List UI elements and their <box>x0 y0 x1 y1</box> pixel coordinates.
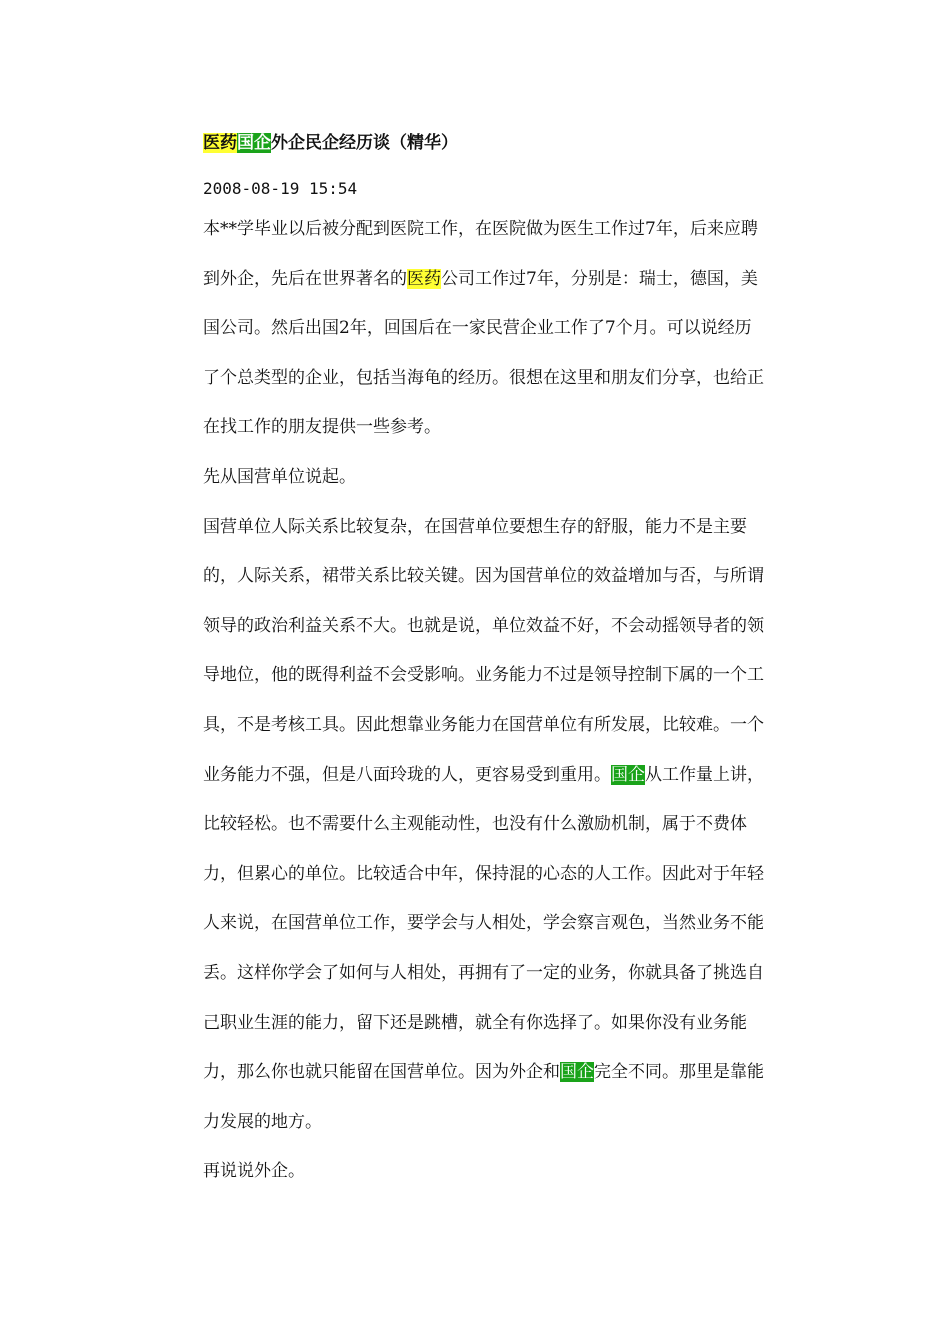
text-line: 了个总类型的企业，包括当海龟的经历。很想在这里和朋友们分享，也给正 <box>203 367 764 388</box>
text-line <box>203 1048 843 1098</box>
text-line: 本**学毕业以后被分配到医院工作，在医院做为医生工作过7年，后来应聘 <box>203 219 758 239</box>
title-highlight-guoqi: 国企 <box>237 133 271 153</box>
text-line: 的，人际关系，裙带关系比较关键。因为国营单位的效益增加与否，与所谓 <box>203 566 764 587</box>
highlight-guoqi: 国企 <box>560 1062 594 1083</box>
text-line: 国公司。然后出国2年，回国后在一家民营企业工作了7个月。可以说经历 <box>203 318 752 339</box>
text-line: 导地位，他的既得利益不会受影响。业务能力不过是领导控制下属的一个工 <box>203 665 764 686</box>
text-segment: 业务能力不强，但是八面玲珑的人，更容易受到重用。 <box>203 764 611 785</box>
text-line: 领导的政治利益关系不大。也就是说，单位效益不好，不会动摇领导者的领 <box>203 615 764 636</box>
highlight-yiyao: 医药 <box>407 268 441 289</box>
text-line: 力发展的地方。 <box>203 1111 322 1132</box>
paragraph-section-heading-state <box>203 453 843 503</box>
title-highlight-yiyao: 医药 <box>203 133 237 153</box>
text-line <box>203 751 843 801</box>
document-title <box>203 127 843 159</box>
paragraph-state-enterprise <box>203 503 843 1148</box>
text-segment: 公司工作过7年，分别是：瑞士，德国，美 <box>441 268 758 289</box>
text-line: 人来说，在国营单位工作，要学会与人相处，学会察言观色，当然业务不能 <box>203 913 764 934</box>
paragraph-intro <box>203 205 843 453</box>
text-line: 先从国营单位说起。 <box>203 466 356 487</box>
text-line: 己职业生涯的能力，留下还是跳槽，就全有你选择了。如果你没有业务能 <box>203 1012 747 1033</box>
highlight-guoqi: 国企 <box>611 764 645 785</box>
text-line: 丢。这样你学会了如何与人相处，再拥有了一定的业务，你就具备了挑选自 <box>203 962 764 983</box>
text-segment: 力，那么你也就只能留在国营单位。因为外企和 <box>203 1062 560 1083</box>
text-segment: 完全不同。那里是靠能 <box>594 1062 764 1083</box>
document-page <box>203 127 843 1197</box>
text-line: 再说说外企。 <box>203 1161 305 1182</box>
text-line: 比较轻松。也不需要什么主观能动性，也没有什么激励机制，属于不费体 <box>203 814 747 835</box>
text-line: 具，不是考核工具。因此想靠业务能力在国营单位有所发展，比较难。一个 <box>203 714 764 735</box>
text-segment: 到外企，先后在世界著名的 <box>203 268 407 289</box>
text-line: 在找工作的朋友提供一些参考。 <box>203 417 441 438</box>
post-timestamp: 2008-08-19 15:54 <box>203 179 358 198</box>
text-line: 国营单位人际关系比较复杂，在国营单位要想生存的舒服，能力不是主要 <box>203 516 747 537</box>
text-line: 力，但累心的单位。比较适合中年，保持混的心态的人工作。因此对于年轻 <box>203 863 764 884</box>
text-segment: 从工作量上讲， <box>645 764 764 785</box>
text-line <box>203 255 843 305</box>
title-text: 外企民企经历谈（精华） <box>271 133 458 153</box>
paragraph-section-heading-foreign <box>203 1147 843 1197</box>
